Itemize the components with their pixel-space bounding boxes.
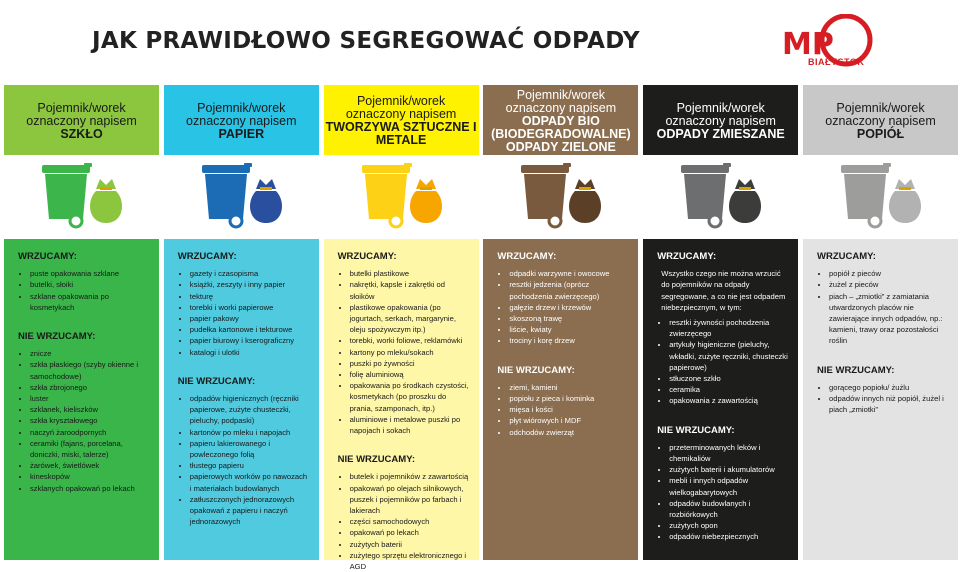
list-item: • popiołu z pieca i kominka [509,393,630,404]
column-mixed [643,85,798,560]
list-item: • nakrętki, kapsle i zakrętki od słoików [350,279,471,301]
list-item: • gazety i czasopisma [190,268,311,279]
throw-in-list [821,268,950,346]
do-not-throw-heading: NIE WRZUCAMY: [177,375,256,387]
list-item: • zużytych baterii i akumulatorów [669,464,790,475]
header-line-2: oznaczony napisem [665,113,776,128]
do-not-throw-list [342,471,471,572]
do-not-throw-heading: NIE WRZUCAMY: [657,424,735,436]
throw-in-heading: WRZUCAMY: [177,251,237,262]
bin-and-bag-icon [675,161,767,233]
throw-in-heading: WRZUCAMY: [18,251,77,262]
list-item: • torebki i worki papierowe [190,302,311,313]
column-header [643,85,798,155]
bin-illustration [643,155,798,239]
waste-category-name: TWORZYWA SZTUCZNE I METALE [325,120,477,147]
list-item: • liście, kwiaty [509,324,630,335]
list-item: • zużytych baterii [350,539,471,550]
list-item: • folię aluminiową [350,369,471,380]
list-item: • luster [30,393,151,404]
header-line-1: Pojemnik/worek [356,94,446,108]
list-item: • tłustego papieru [190,460,311,471]
throw-in-list [22,268,151,313]
list-item: • stłuczone szkło [669,373,790,384]
list-item: • torebki, worki foliowe, reklamówki [350,335,471,346]
column-body [643,239,798,560]
throw-in-heading: WRZUCAMY: [817,251,876,262]
list-item: • gorącego popiołu/ żużlu [829,382,950,393]
list-item: • zużytego sprzętu elektronicznego i AGD [350,550,471,572]
list-item: • szklane opakowania po kosmetykach [30,291,151,313]
list-item: • szklanych opakowań po lekach [30,483,151,494]
list-item: • plastikowe opakowania (po jogurtach, serkach, margarynie, oleju spożywczym itp.) [350,302,471,336]
list-item: • zużytych opon [669,520,790,531]
list-item: • naczyń żaroodpornych [30,427,151,438]
list-item: • aluminiowe i metalowe puszki po napojach i sokach [350,414,471,436]
list-item: • popiół z pieców [829,268,950,279]
do-not-throw-list [182,393,311,527]
column-body [4,239,159,560]
list-item: • papieru lakierowanego i powleczonego folią [190,438,311,460]
list-item: • resztki jedzenia (oprócz pochodzenia zwierzęcego) [509,279,630,301]
column-body [324,239,479,572]
throw-in-list [182,268,311,358]
list-item: • butelek i pojemników z zawartością [350,471,471,482]
bin-illustration [803,155,958,239]
column-paper [164,85,319,560]
bin-illustration [4,155,159,239]
list-item: • ziemi, kamieni [509,382,630,393]
throw-in-heading: WRZUCAMY: [657,251,717,262]
header-line-1: Pojemnik/worek [516,87,605,102]
column-header [483,85,638,155]
list-item: • odpadów innych niż popiół, żużel i piach „zmiotki” [829,393,950,415]
bin-and-bag-icon [515,161,607,233]
list-item: • artykuły higieniczne (pieluchy, wkładki, zużyte ręczniki, chusteczki papierowe) [669,339,790,373]
list-item: • gałęzie drzew i krzewów [509,302,630,313]
list-item: • przeterminowanych leków i chemikaliów [669,442,790,464]
bins-grid [4,85,958,572]
bin-and-bag-icon [36,161,128,233]
list-item: • książki, zeszyty i inny papier [190,279,311,290]
waste-category-name: POPIÓŁ [856,126,905,141]
list-item: • papierowych worków po nawozach i materiałach budowlanych [190,471,311,493]
waste-category-name: ODPADY BIO (BIODEGRADOWALNE) ODPADY ZIELONE [491,113,631,154]
bin-illustration [164,155,319,239]
list-item: • płyt wiórowych i MDF [509,415,630,426]
list-item: • katalogi i ulotki [190,347,311,358]
list-item: • ceramika [669,384,790,395]
list-item: • piach – „zmiotki” z zamiatania utwardzonych placów nie zawierające innych odpadów, np.: kamieni, trawy oraz pozostałości roślin [829,291,950,347]
list-item: • szklanek, kieliszków [30,404,151,415]
bin-and-bag-icon [196,161,288,233]
list-item: • skoszoną trawę [509,313,630,324]
svg-text:MP: MP [782,27,834,62]
throw-in-list [661,317,790,407]
waste-category-name: SZKŁO [60,126,103,141]
list-item: • pudełka kartonowe i tekturowe [190,324,311,335]
list-item: • mięsa i kości [509,404,630,415]
logo-city: BIAŁYSTOK [808,57,865,67]
do-not-throw-list [501,382,630,438]
list-item: • części samochodowych [350,516,471,527]
list-item: • żarówek, świetlówek [30,460,151,471]
list-item: • papier pakowy [190,313,311,324]
do-not-throw-list [821,382,950,416]
list-item: • szkła płaskiego (szyby okienne i samochodowe) [30,359,151,381]
do-not-throw-heading: NIE WRZUCAMY: [18,331,96,343]
throw-in-list [501,268,630,346]
list-item: • żużel z pieców [829,279,950,290]
do-not-throw-list [661,442,790,543]
list-item: • tekturę [190,291,311,302]
column-body [803,239,958,560]
list-item: • odpadów higienicznych (ręczniki papierowe, zużyte chusteczki, pieluchy, podpaski) [190,393,311,427]
bin-illustration [324,155,479,239]
list-item: • papier biurowy i kserograficzny [190,335,311,346]
list-item: • puste opakowania szklane [30,268,151,279]
header-line-2: oznaczony napisem [505,100,617,115]
header-line-2: oznaczony napisem [26,113,137,128]
list-item: • kartony po mleku/sokach [350,347,471,358]
list-item: • szkła kryształowego [30,415,151,426]
list-item: • kineskopów [30,471,151,482]
list-item: • odpadki warzywne i owocowe [509,268,630,279]
do-not-throw-heading: NIE WRZUCAMY: [497,364,575,376]
header-line-2: oznaczony napisem [345,107,457,121]
do-not-throw-heading: NIE WRZUCAMY: [817,364,895,376]
column-plastic-metal [324,85,479,572]
list-item: • opakowania po środkach czystości, kosmetykach (po proszku do prania, szamponach, itp.) [350,380,471,414]
waste-category-name: ODPADY ZMIESZANE [656,126,785,141]
list-item: • znicze [30,348,151,359]
header-line-1: Pojemnik/worek [676,100,765,115]
list-item: • kartonów po mleku i napojach [190,427,311,438]
list-item: • opakowania z zawartością [669,395,790,406]
header-line-1: Pojemnik/worek [197,100,286,115]
throw-in-heading: WRZUCAMY: [337,251,397,262]
list-item: • butelki, słoiki [30,279,151,290]
list-item: • butelki plastikowe [350,268,471,279]
column-header [803,85,958,155]
column-header [324,85,479,155]
bin-and-bag-icon [356,161,448,233]
bin-illustration [483,155,638,239]
header-line-1: Pojemnik/worek [37,100,126,115]
column-header [164,85,319,155]
waste-category-name: PAPIER [218,126,265,141]
list-item: • mebli i innych odpadów wielkogabarytowych [669,475,790,497]
header-line-2: oznaczony napisem [186,113,297,128]
header-line-1: Pojemnik/worek [836,100,925,115]
list-item: • resztki żywności pochodzenia zwierzęcego [669,317,790,339]
list-item: • odchodów zwierząt [509,427,630,438]
list-item: • zatłuszczonych jednorazowych opakowań z papieru i naczyń jednorazowych [190,494,311,528]
do-not-throw-list [22,348,151,494]
column-body [164,239,319,560]
list-item: • opakowań po lekach [350,527,471,538]
list-item: • puszki po żywności [350,358,471,369]
do-not-throw-heading: NIE WRZUCAMY: [337,454,415,466]
column-glass [4,85,159,560]
column-ash [803,85,958,560]
column-bio [483,85,638,560]
header-line-2: oznaczony napisem [825,113,936,128]
list-item: • trociny i korę drzew [509,335,630,346]
column-body [483,239,638,560]
list-item: • odpadów budowlanych i rozbiórkowych [669,498,790,520]
list-item: • szkła zbrojonego [30,382,151,393]
throw-in-list [342,268,471,436]
column-header [4,85,159,155]
bin-and-bag-icon [835,161,927,233]
list-item: • ceramiki (fajans, porcelana, doniczki, miski, talerze) [30,438,151,460]
throw-in-heading: WRZUCAMY: [497,251,557,262]
page-title: JAK PRAWIDŁOWO SEGREGOWAĆ ODPADY [92,28,640,54]
list-item: • opakowań po olejach silnikowych, puszek i pojemników po farbach i lakierach [350,483,471,517]
list-item: • odpadów niebezpiecznych [669,531,790,542]
intro-text: Wszystko czego nie można wrzucić do pojemników na odpady segregowane, a co nie jest odpadem niebezpiecznym, w tym: [661,269,786,312]
